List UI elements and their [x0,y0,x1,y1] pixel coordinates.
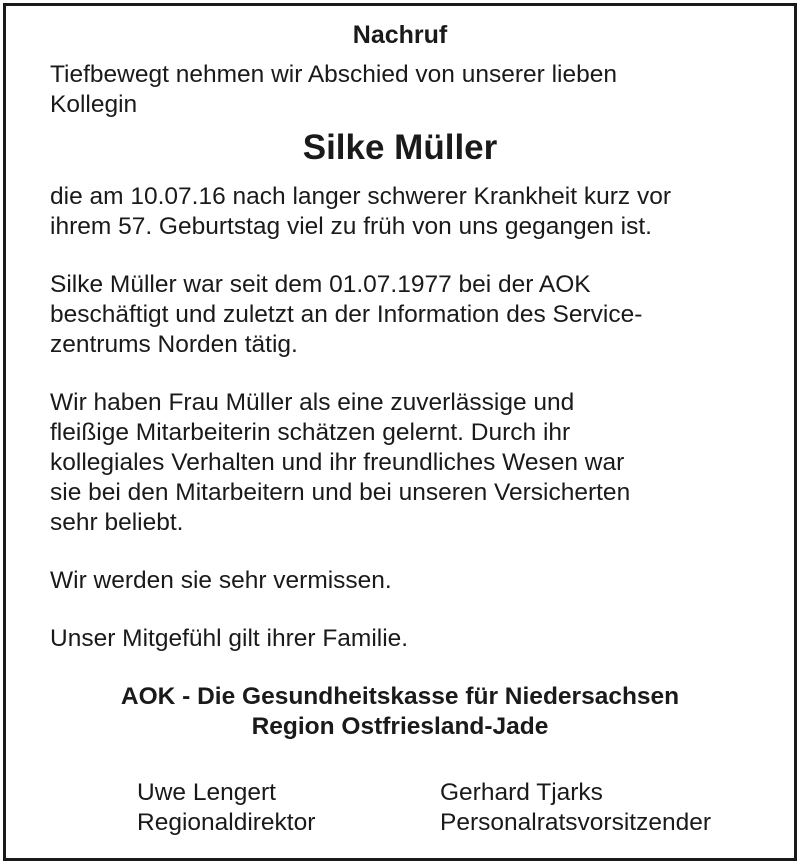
paragraph-line: Wir haben Frau Müller als eine zuverlässige und [50,389,575,416]
paragraph-missing: Wir werden sie sehr vermissen. [50,567,392,594]
notice-title: Nachruf [352,21,448,49]
paragraph-employment [50,270,750,360]
signatory-right [440,778,711,838]
paragraph-line: sie bei den Mitarbeitern und bei unseren Versicherten [50,479,631,506]
paragraph-line: sehr beliebt. [50,509,184,536]
paragraph-line: fleißige Mitarbeiterin schätzen gelernt. Durch ihr [50,419,571,446]
paragraph-line: kollegiales Verhalten und ihr freundliches Wesen war [50,449,625,476]
deceased-name: Silke Müller [302,128,498,167]
organization-name [50,682,750,742]
paragraph-line: die am 10.07.16 nach langer schwerer Krankheit kurz vor [50,183,671,210]
signatory-left [137,778,315,838]
obituary-notice [50,20,750,742]
paragraph-line: ihrem 57. Geburtstag viel zu früh von uns gegangen ist. [50,213,652,240]
paragraph-line: zentrums Norden tätig. [50,331,298,358]
signatory-name: Uwe Lengert [137,779,276,806]
paragraph-condolence: Unser Mitgefühl gilt ihrer Familie. [50,625,409,652]
intro-line: Kollegin [50,91,138,118]
signatory-role: Personalratsvorsitzender [440,809,711,836]
intro-line: Tiefbewegt nehmen wir Abschied von unserer lieben [50,61,618,88]
paragraph-line: Silke Müller war seit dem 01.07.1977 bei der AOK [50,271,591,298]
paragraph-appreciation [50,388,750,538]
signatory-name: Gerhard Tjarks [440,779,603,806]
paragraph-line: beschäftigt und zuletzt an der Information des Service- [50,301,643,328]
signatory-role: Regionaldirektor [137,809,316,836]
intro-text [50,60,750,120]
organization-line: Region Ostfriesland-Jade [251,713,549,740]
organization-line: AOK - Die Gesundheitskasse für Niedersachsen [120,683,680,710]
paragraph-passing [50,182,750,242]
